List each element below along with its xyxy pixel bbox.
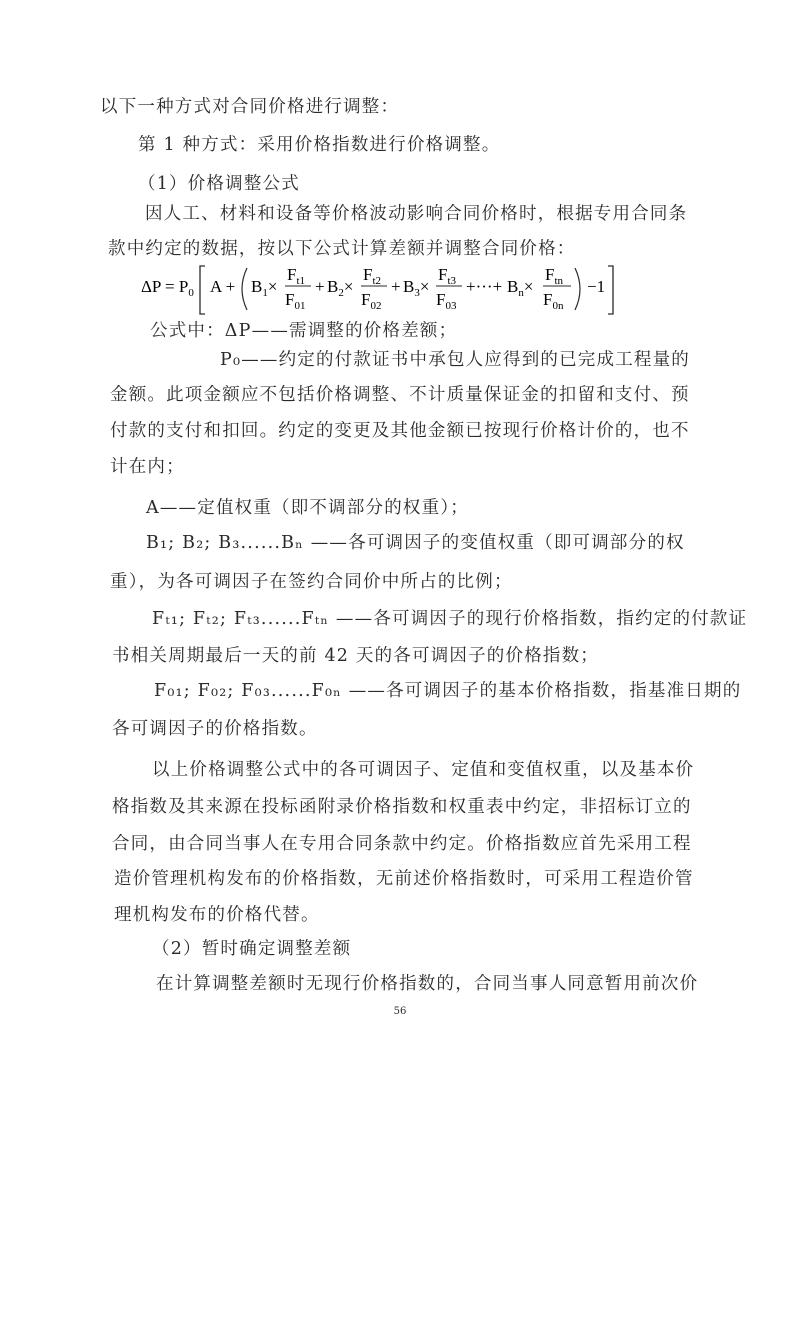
text-line: 付款的支付和扣回。约定的变更及其他金额已按现行价格计价的，也不 [110,421,690,441]
text-line: A——定值权重（即不调部分的权重）； [146,498,469,518]
right-paren [575,268,580,310]
text-line: 造价管理机构发布的价格指数，无前述价格指数时，可采用工程造价管 [114,869,694,889]
page-number: 56 [393,1006,407,1017]
text-line: 理机构发布的价格代替。 [114,905,320,925]
section-heading: （1）价格调整公式 [138,174,300,194]
term-numn: $F_{tn}$ [545,265,564,287]
formula-ellipsis: +···+ [466,277,503,296]
section-heading: （2）暂时确定调整差额 [152,939,352,959]
price-adjustment-formula [113,258,633,316]
plus-sign: + [391,277,401,296]
formula-lhs: $\Delta P = P_0$ [141,277,194,299]
text-line: 合同，由合同当事人在专用合同条款中约定。价格指数应首先采用工程 [112,834,692,854]
term-den1: $F_{01}$ [285,290,306,312]
term-b1: $B_1\times$ [251,277,278,299]
formula-minus-one: −1 [587,277,606,296]
term-denn: $F_{0n}$ [543,290,564,312]
text-line: 在计算调整差额时无现行价格指数的，合同当事人同意暂用前次价 [156,974,699,994]
term-num2: $F_{t2}$ [363,265,382,287]
text-line: F₀₁; F₀₂; F₀₃......F₀ₙ ——各可调因子的基本价格指数，指基准日期的 [154,681,742,701]
term-den3: $F_{03}$ [436,290,457,312]
plus-sign: + [315,277,325,296]
text-line: 因人工、材料和设备等价格波动影响合同价格时，根据专用合同条 [145,204,688,224]
right-bracket [608,266,613,314]
text-line: 重），为各可调因子在签约合同价中所占的比例； [110,572,513,592]
term-num1: $F_{t1}$ [287,265,306,287]
text-line: B₁; B₂; B₃......Bₙ ——各可调因子的变值权重（即可调部分的权 [146,533,685,553]
term-num3: $F_{t3}$ [438,265,457,287]
text-line: 各可调因子的价格指数。 [112,719,318,739]
text-line: 以上价格调整公式中的各可调因子、定值和变值权重，以及基本价 [152,760,695,780]
term-bn: $B_n\times$ [507,277,534,299]
text-line: 金额。此项金额应不包括价格调整、不计质量保证金的扣留和支付、预 [110,385,690,405]
text-line: Fₜ₁; Fₜ₂; Fₜ₃......Fₜₙ ——各可调因子的现行价格指数，指约定的付款证 [152,609,748,629]
term-b3: $B_3\times$ [403,277,430,299]
text-line: P₀——约定的付款证书中承包人应得到的已完成工程量的 [220,350,690,370]
text-line: 第 1 种方式：采用价格指数进行价格调整。 [138,135,501,155]
text-line: 书相关周期最后一天的前 42 天的各可调因子的价格指数； [112,646,599,666]
text-line: 计在内； [110,457,185,477]
term-den2: $F_{02}$ [361,290,382,312]
text-line: 款中约定的数据，按以下公式计算差额并调整合同价格： [108,239,576,259]
term-b2: $B_2\times$ [327,277,354,299]
text-line: 以下一种方式对合同价格进行调整： [100,97,400,117]
left-bracket [200,266,205,314]
text-line: 格指数及其来源在投标函附录价格指数和权重表中约定，非招标订立的 [112,797,692,817]
text-line: 公式中：ΔP——需调整的价格差额； [150,321,458,341]
formula-a: A + [210,277,236,296]
formula-svg [113,258,633,316]
left-paren [242,268,247,310]
